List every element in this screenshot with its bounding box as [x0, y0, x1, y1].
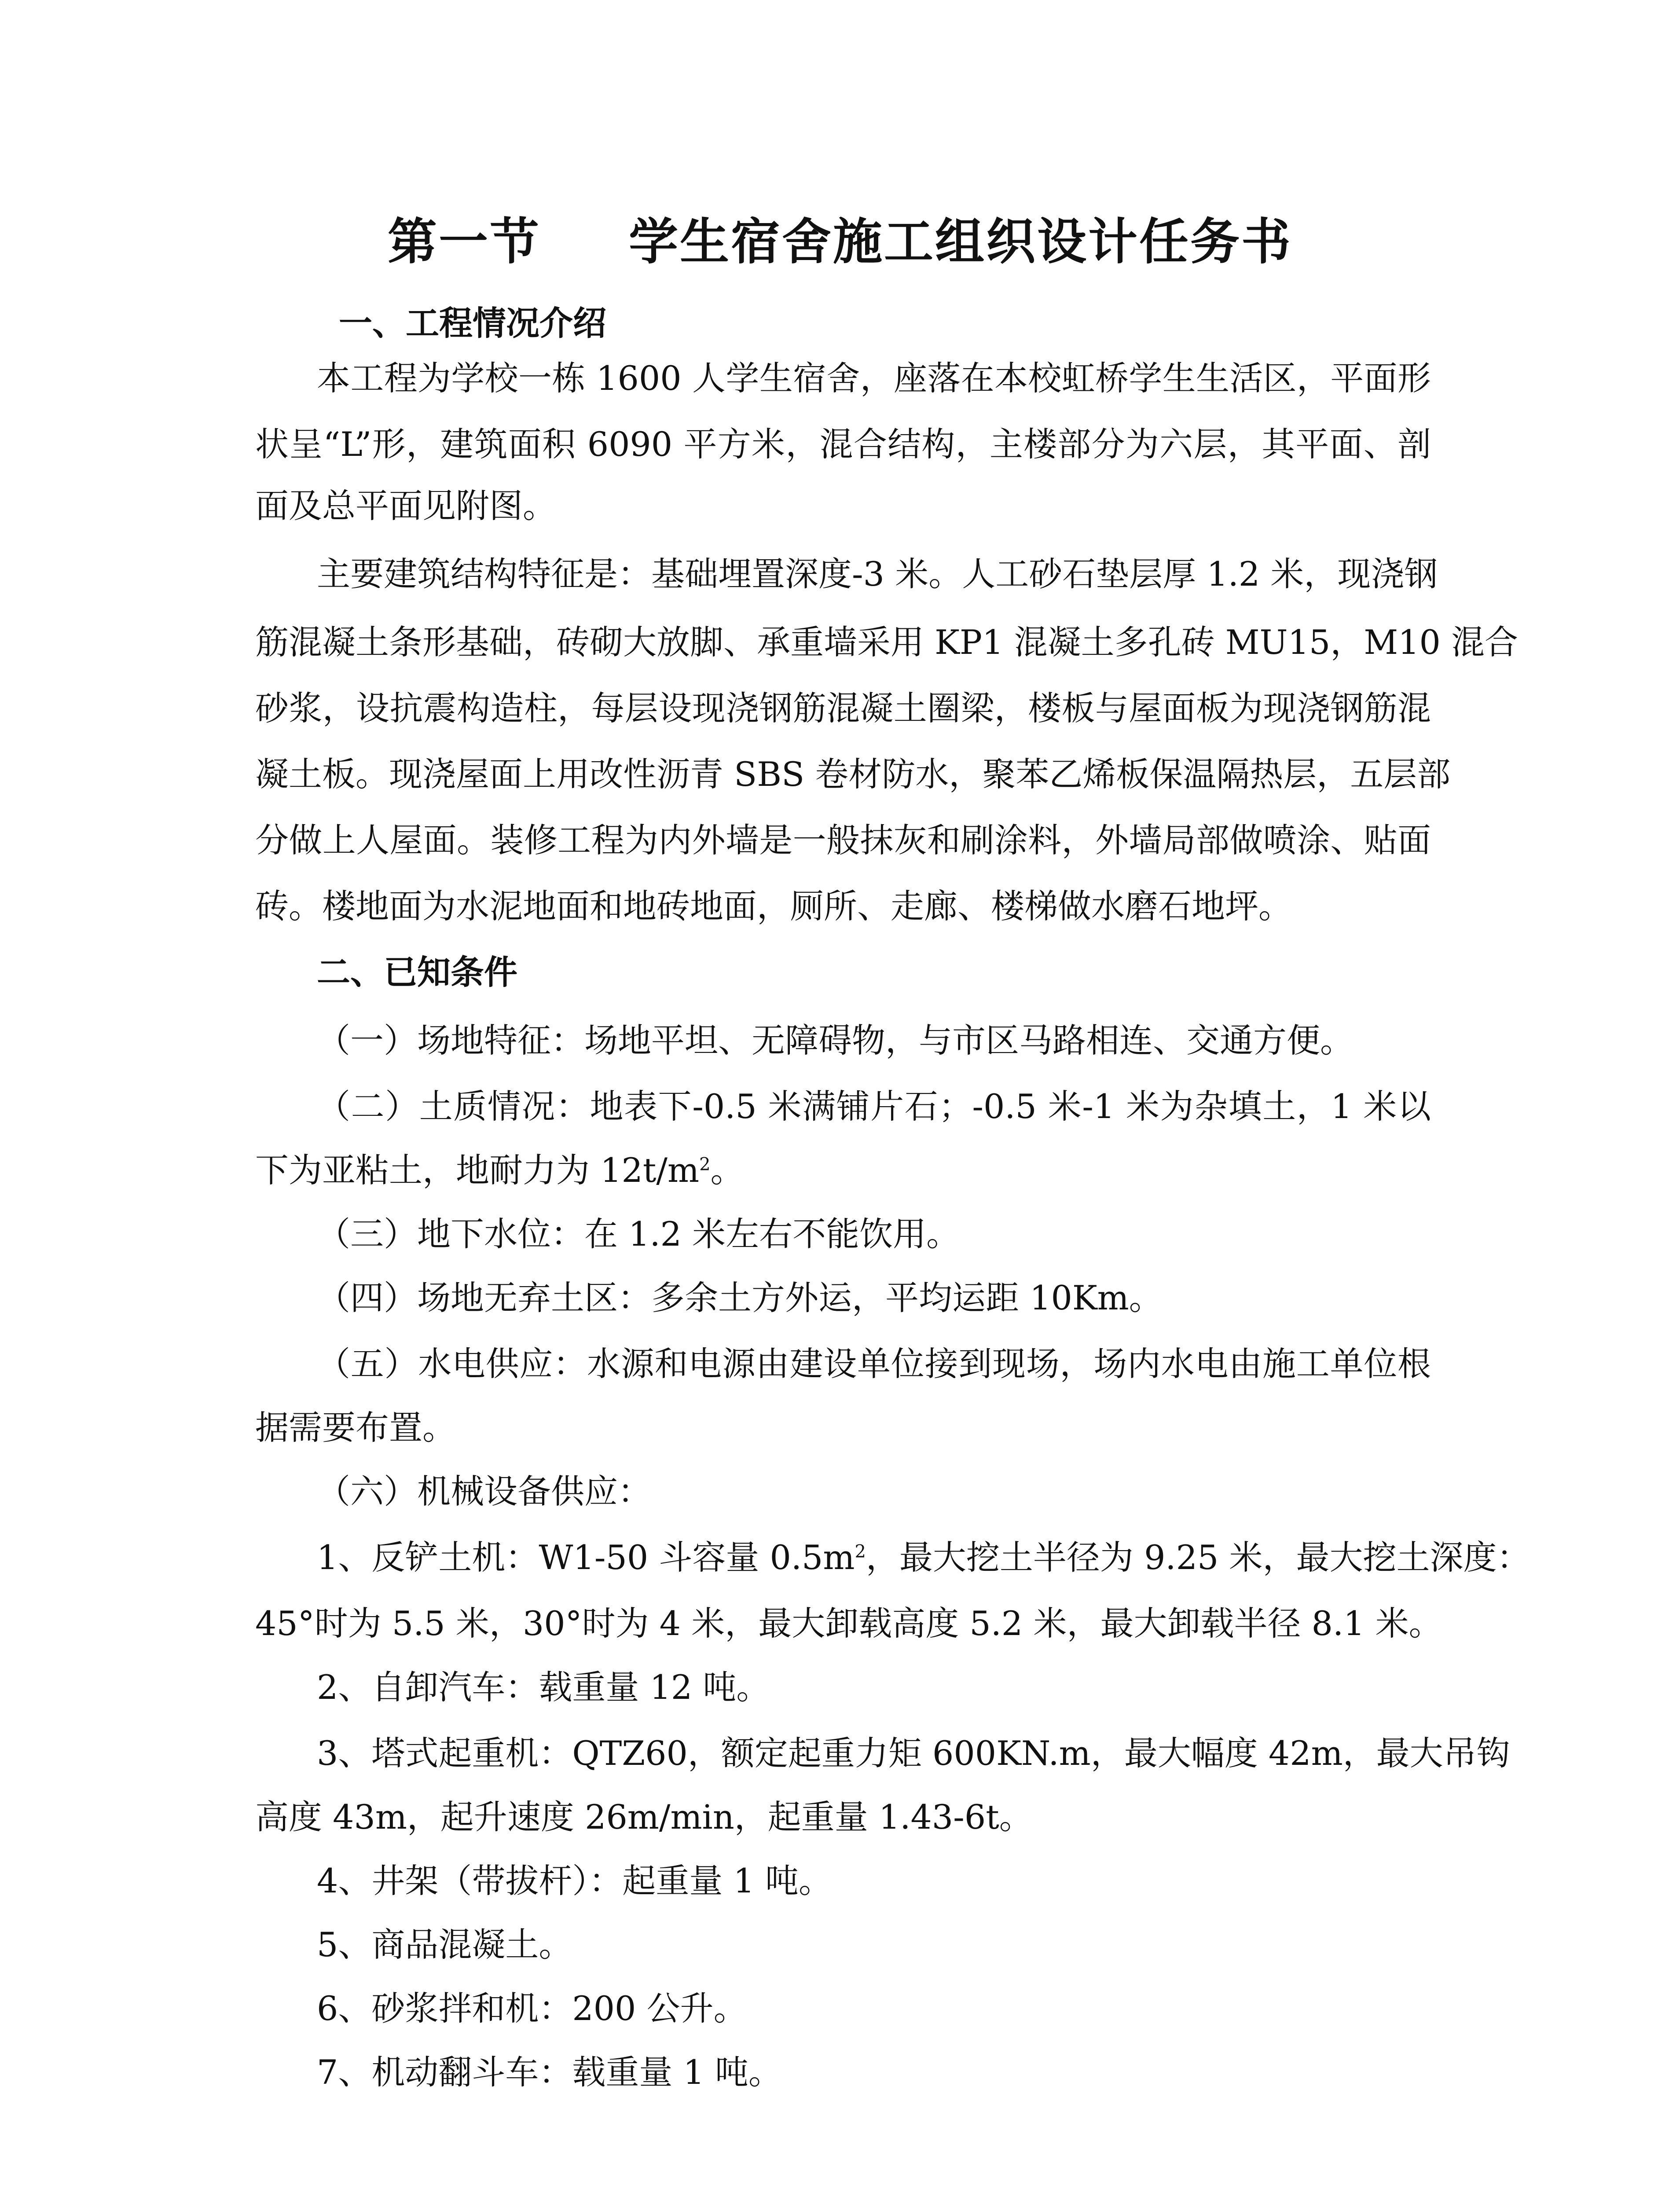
section-title	[0, 207, 1680, 277]
section-number: 第一节	[388, 213, 541, 271]
paragraph-line: （三）地下水位：在 1.2 米左右不能饮用。	[317, 1214, 960, 1254]
paragraph-line: 面及总平面见附图。	[255, 486, 556, 525]
paragraph-line: 主要建筑结构特征是：基础埋置深度-3 米。人工砂石垫层厚 1.2 米，现浇钢	[317, 554, 1438, 594]
paragraph-line: 5、商品混凝土。	[317, 1925, 572, 1964]
paragraph-line	[255, 1144, 744, 1197]
heading-project-intro: 一、工程情况介绍	[339, 304, 606, 343]
paragraph-line	[317, 1531, 1530, 1584]
paragraph-line: （五）水电供应：水源和电源由建设单位接到现场，场内水电由施工单位根	[317, 1344, 1431, 1383]
paragraph-line: （四）场地无弃土区：多余土方外运，平均运距 10Km。	[317, 1278, 1163, 1317]
superscript: 2	[699, 1154, 711, 1175]
paragraph-line: 6、砂浆拌和机：200 公升。	[317, 1989, 747, 2028]
paragraph-line: 分做上人屋面。装修工程为内外墙是一般抹灰和刷涂料，外墙局部做喷涂、贴面	[255, 821, 1431, 860]
paragraph-line: 4、井架（带拔杆）：起重量 1 吨。	[317, 1861, 833, 1900]
paragraph-line: 7、机动翻斗车：载重量 1 吨。	[317, 2053, 782, 2092]
paragraph-line: （一）场地特征：场地平坦、无障碍物，与市区马路相连、交通方便。	[317, 1021, 1354, 1060]
text-run: ，最大挖土半径为 9.25 米，最大挖土深度：	[866, 1538, 1530, 1577]
paragraph-line: 本工程为学校一栋 1600 人学生宿舍，座落在本校虹桥学生生活区，平面形	[317, 359, 1431, 398]
paragraph-line: 3、塔式起重机：QTZ60，额定起重力矩 600KN.m，最大幅度 42m，最大吊钩	[317, 1734, 1510, 1773]
section-title-text: 学生宿舍施工组织设计任务书	[629, 213, 1292, 271]
paragraph-line: （二）土质情况：地表下-0.5 米满铺片石；-0.5 米-1 米为杂填土，1 米以	[317, 1087, 1431, 1126]
heading-known-conditions: 二、已知条件	[317, 953, 517, 992]
text-run: 1、反铲土机：W1-50 斗容量 0.5m	[317, 1538, 855, 1577]
paragraph-line: 凝土板。现浇屋面上用改性沥青 SBS 卷材防水，聚苯乙烯板保温隔热层，五层部	[255, 755, 1451, 794]
paragraph-line: 砂浆，设抗震构造柱，每层设现浇钢筋混凝土圈梁，楼板与屋面板为现浇钢筋混	[255, 689, 1431, 728]
paragraph-line: 砖。楼地面为水泥地面和地砖地面，厕所、走廊、楼梯做水磨石地坪。	[255, 887, 1292, 926]
paragraph-line: 筋混凝土条形基础，砖砌大放脚、承重墙采用 KP1 混凝土多孔砖 MU15，M10 混合	[255, 623, 1519, 662]
paragraph-line: 45°时为 5.5 米，30°时为 4 米，最大卸载高度 5.2 米，最大卸载半径 8.1 米。	[255, 1604, 1442, 1643]
paragraph-line: 高度 43m，起升速度 26m/min，起重量 1.43-6t。	[255, 1797, 1033, 1837]
text-run: 。	[710, 1151, 744, 1190]
paragraph-line: 2、自卸汽车：载重量 12 吨。	[317, 1668, 770, 1707]
superscript: 2	[855, 1541, 866, 1562]
paragraph-line: 据需要布置。	[255, 1408, 456, 1447]
text-run: 下为亚粘土，地耐力为 12t/m	[255, 1151, 700, 1190]
paragraph-line: 状呈“L”形，建筑面积 6090 平方米，混合结构，主楼部分为六层，其平面、剖	[255, 425, 1431, 464]
paragraph-line: （六）机械设备供应：	[317, 1472, 651, 1511]
